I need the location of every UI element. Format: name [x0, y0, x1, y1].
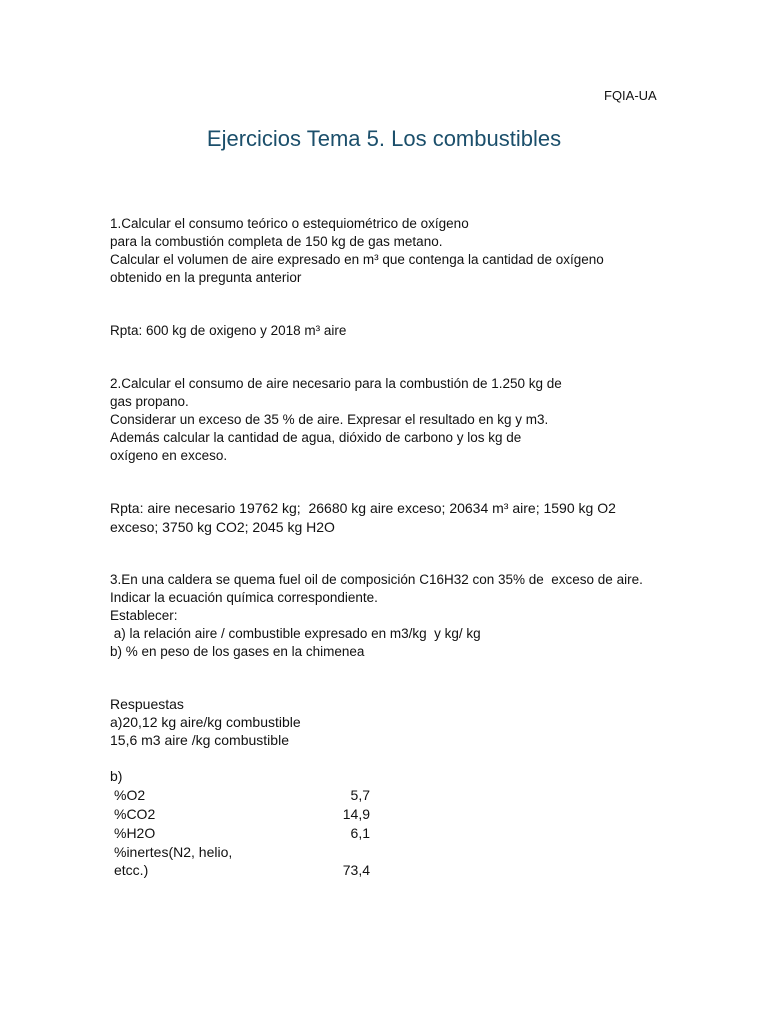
exercise-2-answer: Rpta: aire necesario 19762 kg; 26680 kg aire exceso; 20634 m³ aire; 1590 kg O2: [110, 500, 616, 516]
exercise-2-line: 2.Calcular el consumo de aire necesario para la combustión de 1.250 kg de: [110, 376, 562, 391]
exercise-1-line: 1.Calcular el consumo teórico o estequiométrico de oxígeno: [110, 216, 469, 231]
responses-b-label: b): [110, 768, 123, 784]
responses-heading: Respuestas: [110, 696, 184, 712]
gas-label: %inertes(N2, helio,: [114, 844, 233, 860]
gas-value: 5,7: [350, 787, 370, 803]
exercise-2-line: Considerar un exceso de 35 % de aire. Expresar el resultado en kg y m3.: [110, 412, 549, 427]
exercise-1-line: Calcular el volumen de aire expresado en m³ que contenga la cantidad de oxígeno: [110, 252, 604, 267]
exercise-3-line: Indicar la ecuación química correspondiente.: [110, 590, 378, 605]
exercise-1-line: obtenido en la pregunta anterior: [110, 270, 302, 285]
exercise-3-line: a) la relación aire / combustible expresado en m3/kg y kg/ kg: [110, 626, 481, 641]
header-tag: FQIA-UA: [604, 88, 657, 103]
exercise-2-line: oxígeno en exceso.: [110, 448, 228, 463]
exercise-3-line: b) % en peso de los gases en la chimenea: [110, 644, 365, 659]
gas-label: %H2O: [114, 825, 156, 841]
gas-value: 6,1: [350, 825, 370, 841]
exercise-1-line: para la combustión completa de 150 kg de gas metano.: [110, 234, 443, 249]
responses-a-line: 15,6 m3 aire /kg combustible: [110, 732, 289, 748]
exercise-1-answer: Rpta: 600 kg de oxigeno y 2018 m³ aire: [110, 323, 347, 338]
page-title: Ejercicios Tema 5. Los combustibles: [206, 126, 562, 151]
exercise-2-line: gas propano.: [110, 394, 189, 409]
responses-a-line: a)20,12 kg aire/kg combustible: [110, 714, 301, 730]
gas-label: %O2: [114, 787, 146, 803]
gas-value: 73,4: [342, 862, 370, 878]
gas-value: 14,9: [342, 806, 370, 822]
gas-label: %CO2: [114, 806, 156, 822]
exercise-2-answer: exceso; 3750 kg CO2; 2045 kg H2O: [110, 519, 335, 535]
gas-label: etcc.): [114, 862, 149, 878]
exercise-3-line: Establecer:: [110, 608, 178, 623]
exercise-3-line: 3.En una caldera se quema fuel oil de composición C16H32 con 35% de exceso de aire.: [110, 572, 643, 587]
exercise-2-line: Además calcular la cantidad de agua, dióxido de carbono y los kg de: [110, 430, 522, 445]
